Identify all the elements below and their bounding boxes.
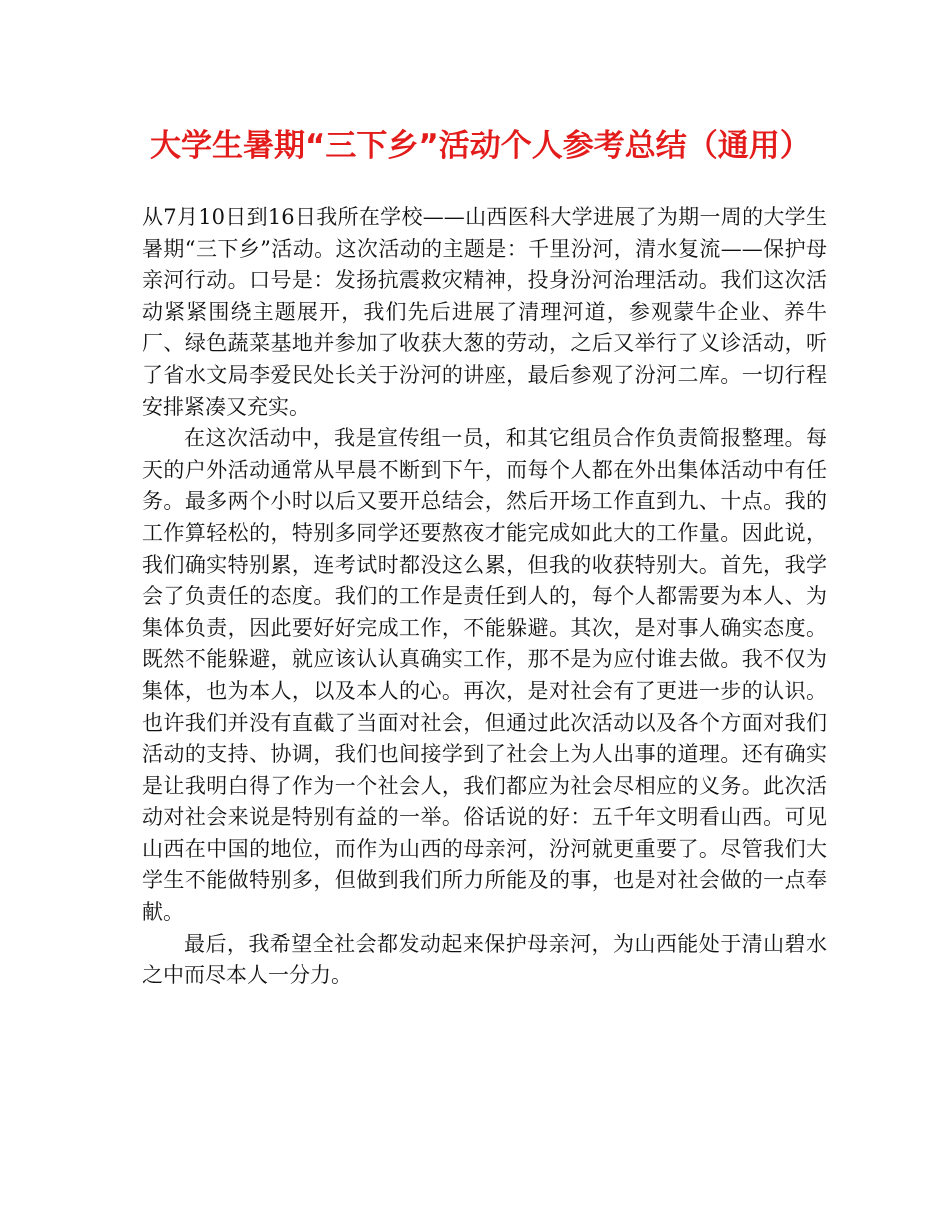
- document-body: [142, 202, 827, 992]
- paragraph-2: 在这次活动中，我是宣传组一员，和其它组员合作负责简报整理。每天的户外活动通常从早晨不断到下午，而每个人都在外出集体活动中有任务。最多两个小时以后又要开总结会，然后开场工作直到九、十点。我的工作算轻松的，特别多同学还要熬夜才能完成如此大的工作量。因此说，我们确实特别累，连考试时都没这么累，但我的收获特别大。首先，我学会了负责任的态度。我们的工作是责任到人的，每个人都需要为本人、为集体负责，因此要好好完成工作，不能躲避。其次，是对事人确实态度。既然不能躲避，就应该认认真确实工作，那不是为应付谁去做。我不仅为集体，也为本人，以及本人的心。再次，是对社会有了更进一步的认识。也许我们并没有直截了当面对社会，但通过此次活动以及各个方面对我们活动的支持、协调，我们也间接学到了社会上为人出事的道理。还有确实是让我明白得了作为一个社会人，我们都应为社会尽相应的义务。此次活动对社会来说是特别有益的一举。俗话说的好：五千年文明看山西。可见山西在中国的地位，而作为山西的母亲河，汾河就更重要了。尽管我们大学生不能做特别多，但做到我们所力所能及的事，也是对社会做的一点奉献。: [142, 426, 827, 925]
- paragraph-1: 从7月10日到16日我所在学校——山西医科大学进展了为期一周的大学生暑期“三下乡”活动。这次活动的主题是：千里汾河，清水复流——保护母亲河行动。口号是：发扬抗震救灾精神，投身汾河治理活动。我们这次活动紧紧围绕主题展开，我们先后进展了清理河道，参观蒙牛企业、养牛厂、绿色蔬菜基地并参加了收获大葱的劳动，之后又举行了义诊活动，听了省水文局李爱民处长关于汾河的讲座，最后参观了汾河二库。一切行程安排紧凑又充实。: [142, 205, 827, 419]
- document-title: 大学生暑期“三下乡”活动个人参考总结（通用）: [150, 128, 811, 164]
- paragraph-3: 最后，我希望全社会都发动起来保护母亲河，为山西能处于清山碧水之中而尽本人一分力。: [142, 931, 827, 988]
